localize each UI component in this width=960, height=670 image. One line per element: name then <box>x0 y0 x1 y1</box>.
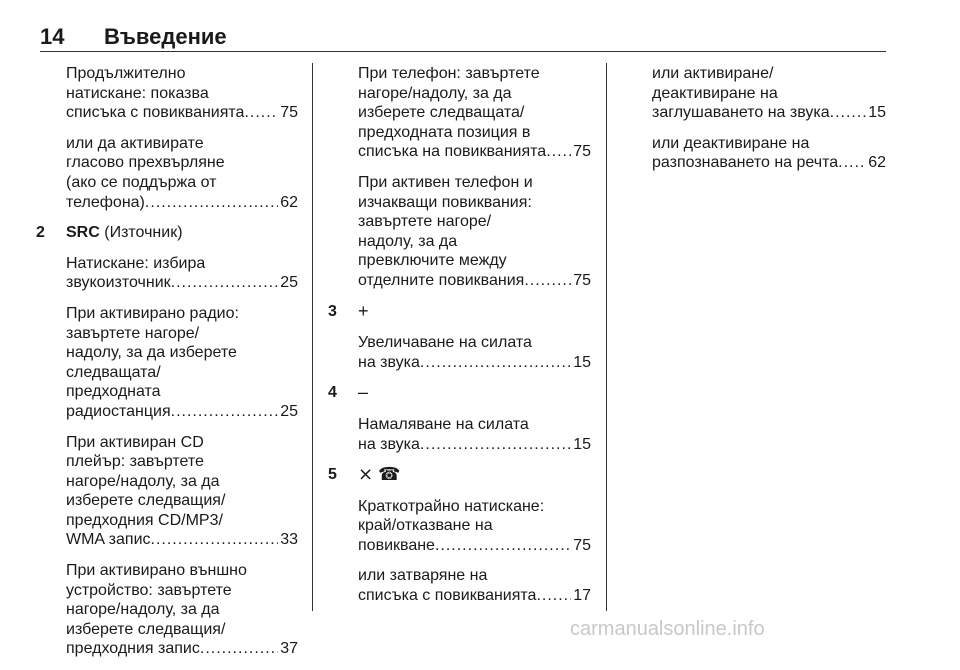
toc-entry <box>66 103 298 123</box>
toc-entry-text: разпознаването на речта <box>652 154 839 172</box>
item-marker: 2 <box>36 224 45 242</box>
dot-leader <box>145 193 278 213</box>
column-2 <box>328 64 591 617</box>
column-divider-2 <box>606 63 607 611</box>
minus-icon: – <box>358 382 369 403</box>
src-key-description: (Източник) <box>104 224 183 242</box>
column-1 <box>36 64 298 670</box>
toc-entry-text: предходния запис <box>66 640 200 658</box>
toc-page-number: 33 <box>280 531 298 549</box>
dot-leader <box>435 536 571 556</box>
toc-item-5 <box>328 464 591 486</box>
text-line: или затваряне на <box>358 567 488 585</box>
dot-leader <box>171 273 279 293</box>
toc-entry-text: на звука <box>358 435 420 453</box>
toc-page-number: 75 <box>280 104 298 122</box>
text-line: При активиран CD <box>66 433 204 451</box>
watermark: carmanualsonline.info <box>570 618 765 640</box>
page-number: 14 <box>40 24 65 49</box>
src-key-label: SRC <box>66 224 100 242</box>
toc-page-number: 75 <box>573 536 591 554</box>
text-line: изберете следващия/ <box>66 620 226 638</box>
paragraph <box>66 561 298 659</box>
page-title: Въведение <box>104 24 227 49</box>
toc-entry-text: списъка с повикванията <box>66 104 245 122</box>
paragraph <box>358 64 591 162</box>
paragraph <box>652 64 886 123</box>
text-line: следващата/ <box>66 363 161 381</box>
text-line: предходната позиция в <box>358 123 531 141</box>
text-line: надолу, за да <box>358 232 458 250</box>
text-line: превключите между <box>358 252 507 270</box>
text-line: гласово прехвърляне <box>66 154 225 172</box>
dot-leader <box>546 142 571 162</box>
dot-leader <box>536 586 571 606</box>
text-line: устройство: завъртете <box>66 581 232 599</box>
toc-entry-text: радиостанция <box>66 402 171 420</box>
toc-entry-text: списъка на повикванията <box>358 143 547 161</box>
toc-page-number: 25 <box>280 402 298 420</box>
toc-entry <box>358 353 591 373</box>
toc-page-number: 15 <box>868 104 886 122</box>
toc-entry <box>66 273 298 293</box>
toc-page-number: 15 <box>573 435 591 453</box>
toc-page-number: 37 <box>280 640 298 658</box>
paragraph <box>358 173 591 291</box>
header-rule <box>40 51 886 52</box>
dot-leader <box>420 353 571 373</box>
paragraph <box>66 433 298 551</box>
toc-entry <box>652 103 886 123</box>
dot-leader <box>171 402 279 422</box>
paragraph <box>358 333 591 372</box>
text-line: надолу, за да изберете <box>66 344 237 362</box>
paragraph <box>66 134 298 212</box>
text-line: или активиране/ <box>652 65 774 82</box>
toc-page-number: 62 <box>280 193 298 211</box>
text-line: При активирано външно <box>66 562 247 580</box>
text-line: нагоре/надолу, за да <box>66 472 220 490</box>
text-line: При активирано радио: <box>66 304 239 322</box>
toc-page-number: 75 <box>573 143 591 161</box>
plus-icon: + <box>358 300 369 321</box>
toc-entry-text: отделните повиквания <box>358 271 525 289</box>
dot-leader <box>524 271 571 291</box>
text-line: изберете следващата/ <box>358 104 525 122</box>
paragraph <box>66 254 298 293</box>
dot-leader <box>838 153 866 173</box>
text-line: или да активирате <box>66 134 204 152</box>
hang-up-icon: ⨯ ☎ <box>358 464 401 485</box>
text-line: край/отказване на <box>358 517 493 535</box>
toc-entry <box>358 271 591 291</box>
toc-entry <box>358 536 591 556</box>
text-line: предходната <box>66 383 161 401</box>
column-divider-1 <box>312 63 313 611</box>
dot-leader <box>420 435 571 455</box>
toc-page-number: 25 <box>280 274 298 292</box>
dot-leader <box>200 639 278 659</box>
text-line: Намаляване на силата <box>358 415 529 433</box>
text-line: изберете следващия/ <box>66 492 226 510</box>
dot-leader <box>830 103 867 123</box>
item-marker: 4 <box>328 384 337 402</box>
toc-entry-text: звукоизточник <box>66 274 171 292</box>
text-line: завъртете нагоре/ <box>358 213 492 231</box>
paragraph <box>358 415 591 454</box>
toc-item-4 <box>328 382 591 404</box>
toc-entry <box>358 142 591 162</box>
toc-page-number: 15 <box>573 353 591 371</box>
item-marker: 3 <box>328 302 337 320</box>
text-line: При телефон: завъртете <box>358 65 540 82</box>
toc-entry-text: списъка с повикванията <box>358 587 537 605</box>
toc-entry <box>66 402 298 422</box>
paragraph <box>358 497 591 556</box>
toc-page-number: 17 <box>573 587 591 605</box>
toc-item-3 <box>328 300 591 323</box>
toc-page-number: 62 <box>868 154 886 172</box>
toc-item-2 <box>36 223 298 243</box>
toc-entry-text: на звука <box>358 353 420 371</box>
text-line: или деактивиране на <box>652 134 810 152</box>
text-line: деактивиране на <box>652 84 778 102</box>
text-line: Краткотрайно натискане: <box>358 497 545 515</box>
text-line: натискане: показва <box>66 84 209 102</box>
toc-entry <box>66 530 298 550</box>
paragraph <box>66 64 298 123</box>
toc-entry-text: телефона) <box>66 193 145 211</box>
dot-leader <box>244 103 278 123</box>
text-line: нагоре/надолу, за да <box>358 84 512 102</box>
column-3 <box>652 64 886 184</box>
toc-entry <box>358 586 591 606</box>
text-line: (ако се поддържа от <box>66 173 217 191</box>
text-line: завъртете нагоре/ <box>66 324 200 342</box>
paragraph <box>652 134 886 173</box>
text-line: плейър: завъртете <box>66 453 204 471</box>
toc-entry <box>358 435 591 455</box>
paragraph <box>358 566 591 605</box>
toc-entry <box>652 153 886 173</box>
text-line: Натискане: избира <box>66 254 206 272</box>
item-marker: 5 <box>328 466 337 484</box>
toc-entry-text: заглушаването на звука <box>652 104 830 122</box>
text-line: предходния CD/MP3/ <box>66 511 223 529</box>
dot-leader <box>151 530 279 550</box>
page-header <box>40 24 886 54</box>
text-line: Увеличаване на силата <box>358 334 532 352</box>
text-line: изчакващи повиквания: <box>358 193 532 211</box>
text-line: нагоре/надолу, за да <box>66 601 220 619</box>
toc-entry <box>66 639 298 659</box>
toc-page-number: 75 <box>573 271 591 289</box>
text-line: При активен телефон и <box>358 173 533 191</box>
paragraph <box>66 304 298 422</box>
toc-entry-text: WMA запис <box>66 531 151 549</box>
text-line: Продължително <box>66 65 186 82</box>
toc-entry <box>66 193 298 213</box>
toc-entry-text: повикване <box>358 536 435 554</box>
